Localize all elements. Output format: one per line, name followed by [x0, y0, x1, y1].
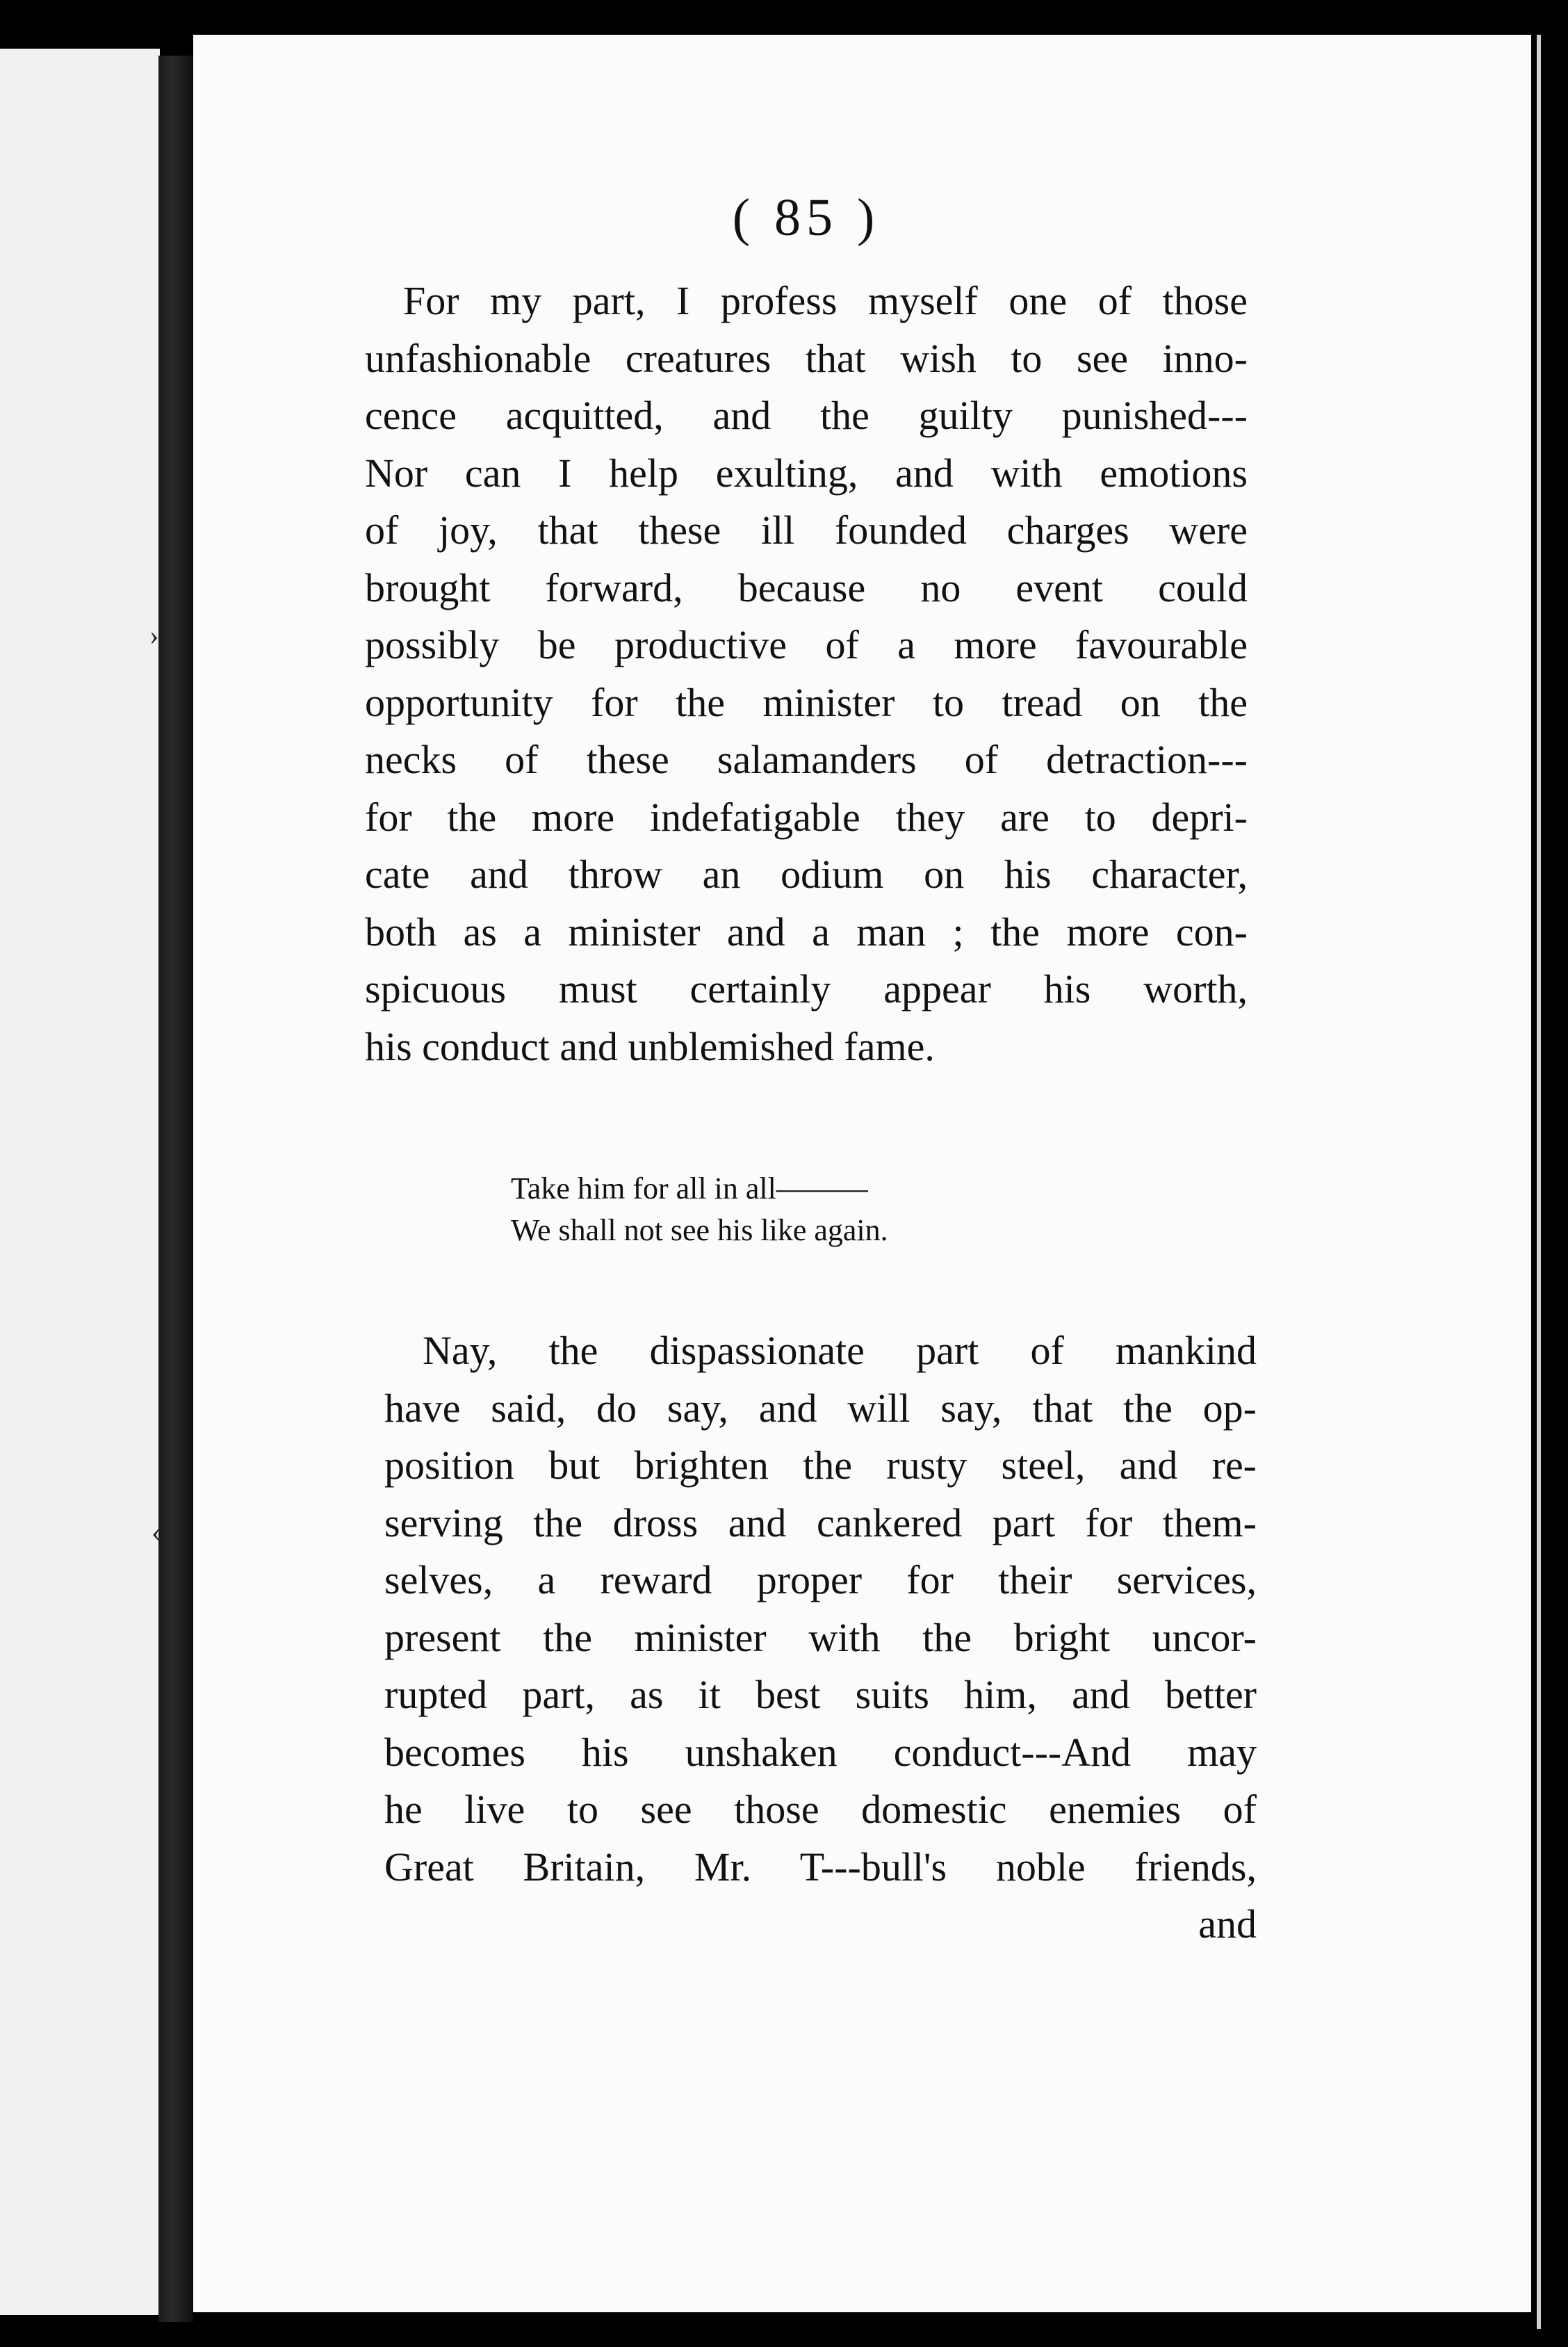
text-line: his conduct and unblemished fame.: [365, 1023, 935, 1069]
text-line: unfashionable creatures that wish to see inno-: [365, 335, 1248, 381]
quote-line: We shall not see his like again.: [511, 1213, 888, 1247]
text-line: necks of these salamanders of detraction---: [365, 737, 1248, 782]
text-line: possibly be productive of a more favourable: [365, 622, 1248, 667]
text-line: Great Britain, Mr. T---bull's noble friends,: [384, 1844, 1257, 1890]
text-line: cence acquitted, and the guilty punished---: [365, 393, 1248, 438]
text-line: For my part, I profess myself one of those: [403, 278, 1248, 323]
text-line: both as a minister and a man ; the more con-: [365, 909, 1248, 955]
facing-page-edge: [0, 49, 160, 2315]
text-line: have said, do say, and will say, that the op-: [384, 1385, 1257, 1431]
text-line: for the more indefatigable they are to depri-: [365, 794, 1248, 840]
page-right-edge: [1531, 21, 1568, 2347]
text-line: rupted part, as it best suits him, and better: [384, 1672, 1257, 1717]
text-line: of joy, that these ill founded charges were: [365, 507, 1248, 553]
text-line: present the minister with the bright uncor-: [384, 1614, 1257, 1660]
catchword: and: [1198, 1901, 1257, 1947]
quote-line: Take him for all in all———: [511, 1171, 868, 1205]
text-line: cate and throw an odium on his character,: [365, 852, 1248, 897]
text-line: opportunity for the minister to tread on the: [365, 679, 1248, 725]
verse-quotation: [511, 1168, 888, 1251]
page-number: ( 85 ): [732, 188, 881, 247]
text-line: becomes his unshaken conduct---And may: [384, 1729, 1257, 1775]
text-line: spicuous must certainly appear his worth,: [365, 966, 1248, 1012]
text-line: selves, a reward proper for their services,: [384, 1557, 1257, 1602]
book-gutter: [158, 56, 193, 2322]
paragraph-1: [365, 273, 1248, 1075]
text-line: brought forward, because no event could: [365, 565, 1248, 610]
margin-mark-icon: ‹: [152, 1516, 161, 1548]
text-line: Nay, the dispassionate part of mankind: [423, 1328, 1257, 1373]
text-line: position but brighten the rusty steel, and re-: [384, 1443, 1257, 1488]
text-line: he live to see those domestic enemies of: [384, 1787, 1257, 1832]
paragraph-2: [384, 1322, 1257, 1954]
text-line: Nor can I help exulting, and with emotions: [365, 450, 1248, 496]
text-line: serving the dross and cankered part for them-: [384, 1500, 1257, 1545]
margin-mark-icon: ›: [149, 619, 159, 651]
